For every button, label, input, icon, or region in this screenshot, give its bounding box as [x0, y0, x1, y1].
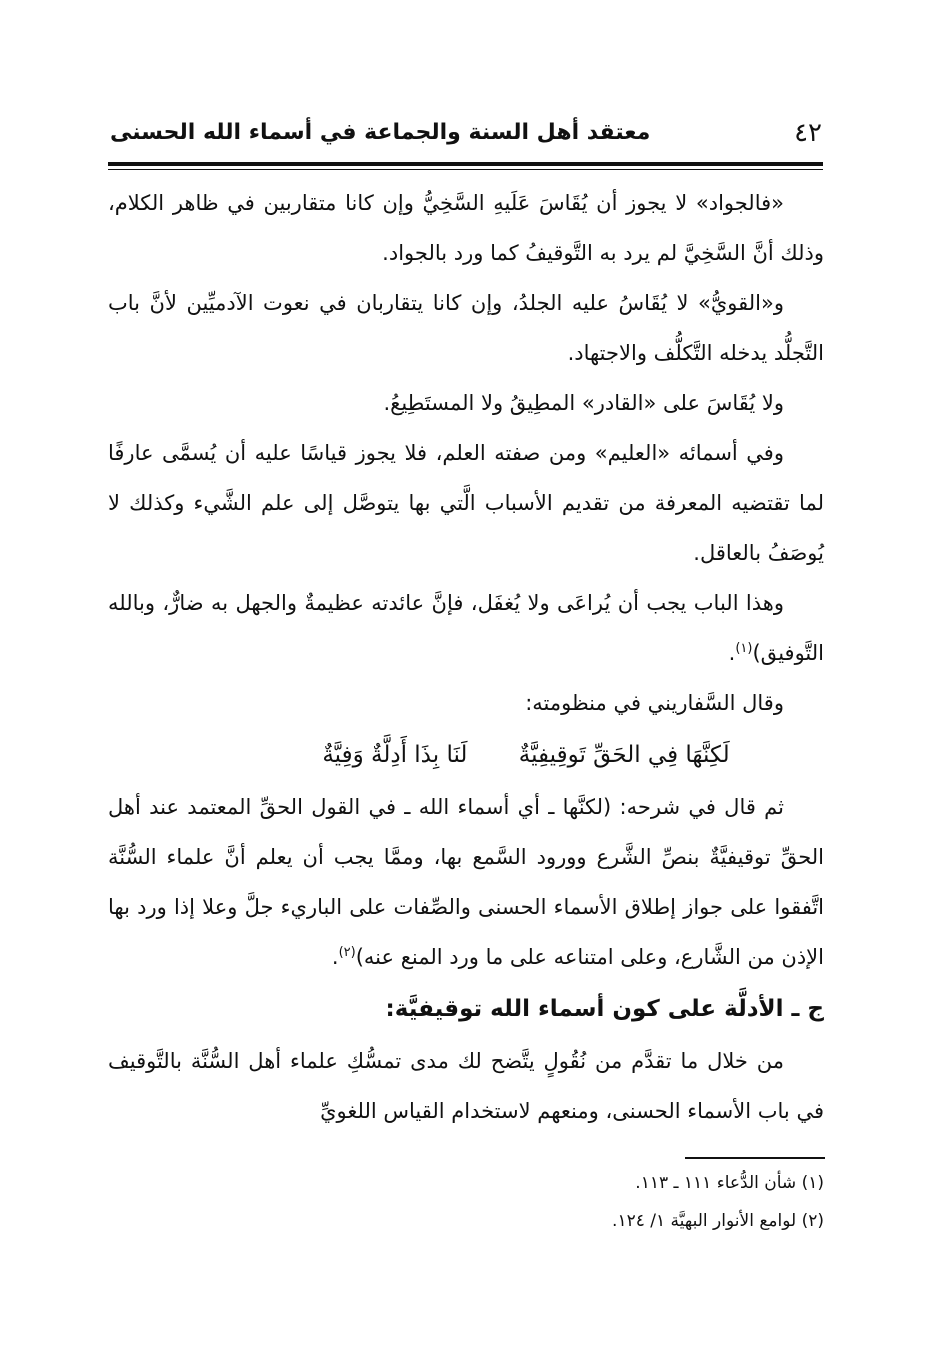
- paragraph-qadir: ولا يُقَاسَ على «القادر» المطِيقُ ولا المستَطِيعُ.: [383, 391, 784, 415]
- paragraph-jawad: «فالجواد» لا يجوز أن يُقَاسَ عَلَيهِ السَّخِيُّ وإن كانا متقاربين في ظاهر الكلام، وذلك أنَّ السَّخِيَّ لم يرد به التَّوقيفُ كما ورد بالجواد.: [108, 191, 824, 265]
- footnotes: [108, 1164, 824, 1240]
- paragraph-sharh: [108, 782, 824, 982]
- running-title: معتقد أهل السنة والجماعة في أسماء الله الحسنى: [110, 120, 651, 145]
- footnote-ref-2: (٢): [338, 945, 356, 960]
- footnote-ref-1: (١): [735, 641, 753, 656]
- page-header: [110, 116, 822, 160]
- paragraph-sharh-end: .: [331, 945, 339, 969]
- paragraph-qawiy: و«القويُّ» لا يُقَاسُ عليه الجلدُ، وإن كانا يتقاربان في نعوت الآدميِّين لأنَّ باب التَّجلُّد يدخله التَّكلُّف والاجتهاد.: [108, 291, 824, 365]
- body-text: [108, 178, 824, 1136]
- paragraph-bab: [108, 578, 824, 678]
- poem-verse: [108, 728, 824, 782]
- paragraph-nuqul: من خلال ما تقدَّم من نُقُولٍ يتَّضح لك مدى تمسُّكِ علماء أهل السُّنَّة بالتَّوقيف في باب الأسماء الحسنى، ومنعهم لاستخدام القياس اللغويِّ: [108, 1049, 824, 1123]
- footnote-1: (١) شأن الدُّعاء ١١١ ـ ١١٣.: [635, 1173, 824, 1193]
- verse-hemistich-right: لَكِنَّهَا فِي الحَقِّ تَوقِيفِيَّةٌ: [518, 742, 730, 768]
- paragraph-alim: وفي أسمائه «العليم» ومن صفته العلم، فلا يجوز قياسًا عليه أن يُسمَّى عارفًا لما تقتضيه المعرفة من تقديم الأسباب الَّتي بها يتوصَّل إلى علم الشَّيء وكذلك لا يُوصَفُ بالعاقل.: [108, 441, 824, 565]
- header-rule-thick: [108, 162, 823, 166]
- paragraph-bab-end: .: [728, 641, 736, 665]
- header-rule-thin: [108, 169, 823, 170]
- verse-hemistich-left: لَنَا بِذَا أَدِلَّةٌ وَفِيَّةٌ: [322, 742, 468, 768]
- paragraph-sharh-text: ثم قال في شرحه: (لكنَّها ـ أي أسماء الله ـ في القول الحقِّ المعتمد عند أهل الحقِّ توقيفيَّةٌ بنصِّ الشَّرع وورود السَّمع بها، وممَّا يجب أن يعلم أنَّ علماء السُّنَّة اتَّفقوا على جواز إطلاق الأسماء الحسنى والصِّفات على الباريء جلَّ وعلا إذا ورد بها الإذن من الشَّارع، وعلى امتناعه على ما ورد المنع عنه): [108, 795, 824, 969]
- paragraph-bab-text: وهذا الباب يجب أن يُراعَى ولا يُغفَل، فإنَّ عائدته عظيمةٌ والجهل به ضارٌّ، وبالله التَّوفيق): [108, 591, 824, 665]
- paragraph-safarini: وقال السَّفاريني في منظومته:: [525, 691, 784, 715]
- footnote-separator: [685, 1157, 825, 1159]
- page-number: ٤٢: [794, 118, 822, 148]
- section-subheading: ج ـ الأدلَّة على كون أسماء الله توقيفيَّة:: [385, 996, 824, 1022]
- footnote-2: (٢) لوامع الأنوار البهيَّة ١/ ١٢٤.: [612, 1211, 824, 1231]
